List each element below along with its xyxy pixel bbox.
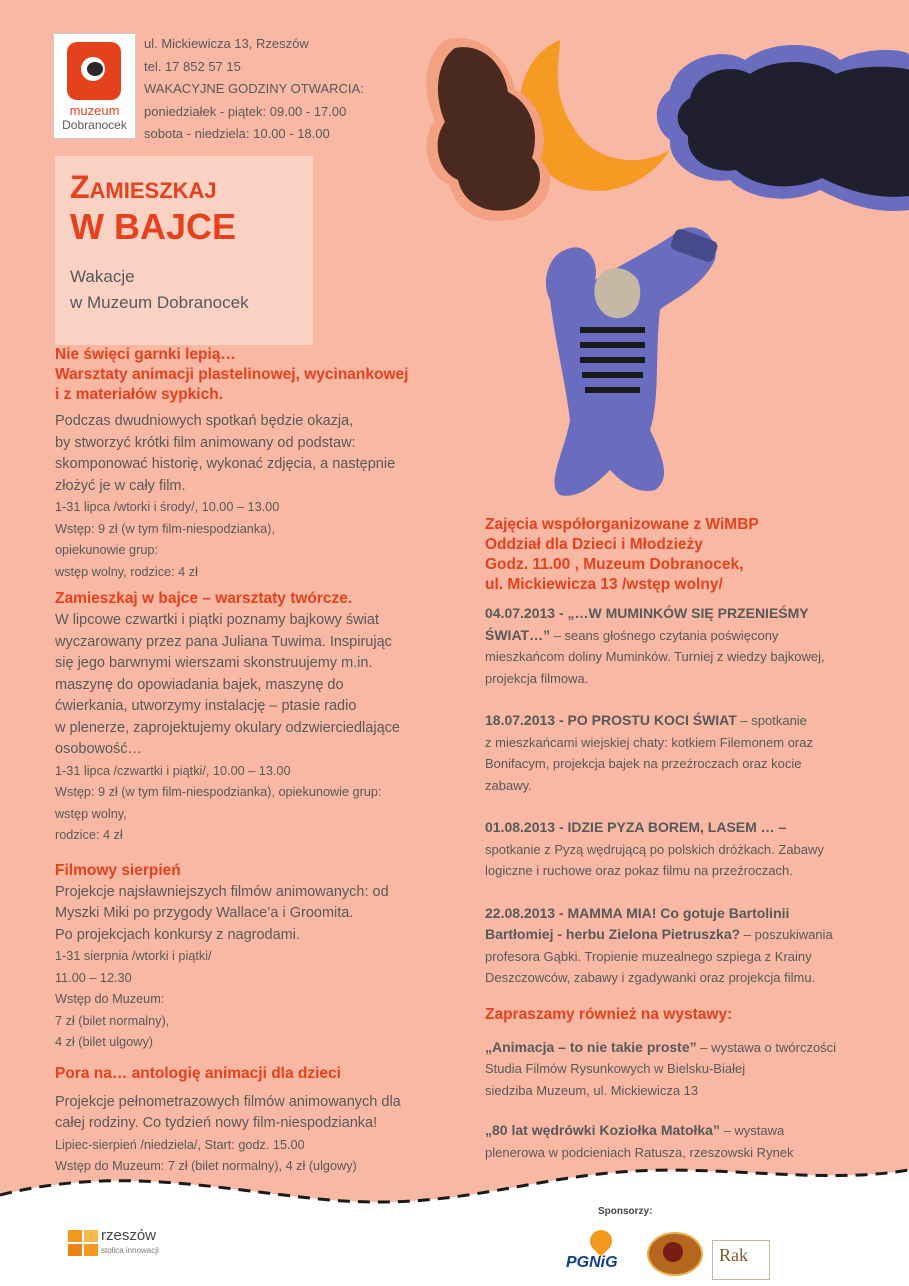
subtitle [70, 264, 249, 316]
detail-line: opiekunowie grup: [55, 543, 158, 557]
detail-line: wstęp wolny, [55, 806, 127, 821]
title-box [55, 156, 313, 345]
address: ul. Mickiewicza 13, Rzeszów [144, 36, 309, 51]
detail-line: Wstęp do Muzeum: [55, 992, 165, 1006]
tv-icon [67, 42, 121, 100]
illustration [400, 0, 909, 540]
section-1-text [55, 411, 455, 497]
title-line-1: Zamieszkaj [70, 169, 217, 205]
event-title: 22.08.2013 - MAMMA MIA! Co gotuje Bartolinii [485, 904, 790, 921]
text-line: ćwierkania, utworzymy instalację – ptasie radio [55, 698, 357, 714]
sponsor-emblem-icon [647, 1232, 703, 1276]
event-4 [485, 903, 885, 989]
detail-line: 1-31 lipca /czwartki i piątki/, 10.00 – 13.00 [55, 763, 291, 778]
section-2-heading: Zamieszkaj w bajce – warsztaty twórcze. [55, 590, 353, 607]
text-line: wyczarowany przez pana Juliana Tuwima. Inspirując [55, 633, 392, 650]
detail-line: 4 zł (bilet ulgowy) [55, 1035, 154, 1049]
section-3-text [55, 882, 455, 947]
detail-line: 1-31 sierpnia /wtorki i piątki/ [55, 949, 212, 963]
text-line: się jego barwnymi wierszami skonstruujemy m.in. [55, 655, 373, 671]
detail-line: Wstęp: 9 zł (w tym film-niespodzianka), opiekunowie grup: [55, 785, 382, 799]
heading-line: Nie święci garnki lepią… [55, 346, 236, 363]
subtitle-line-1: Wakacje [70, 267, 135, 286]
hours-weekdays: poniedziałek - piątek: 09.00 - 17.00 [144, 103, 347, 119]
text-line: W lipcowe czwartki i piątki poznamy bajkowy świat [55, 612, 379, 628]
detail-line: 11.00 – 12.30 [55, 970, 132, 985]
logo-text-2: Dobranocek [62, 118, 127, 132]
event-1 [485, 603, 885, 689]
text-line: by stworzyć krótki film animowany od podstaw: [55, 434, 356, 451]
contact-block [144, 33, 364, 146]
phone: tel. 17 852 57 15 [144, 58, 241, 74]
event-title: 04.07.2013 - „…W MUMINKÓW SIĘ PRZENIEŚMY [485, 605, 809, 621]
exhibition-text: – wystawa o twórczości [696, 1039, 837, 1055]
text-line: Myszki Miki po przygody Wallace’a i Groomita. [55, 905, 354, 921]
hours-title: WAKACYJNE GODZINY OTWARCIA: [144, 81, 364, 96]
dark-cloud-icon [657, 45, 909, 211]
text-line: skomponować historię, wykonać zdjęcia, a następnie [55, 456, 396, 472]
section-4-heading: Pora na… antologię animacji dla dzieci [55, 1064, 341, 1082]
event-text: Deszczowców, zabawy i zgadywanki oraz projekcja filmu. [485, 970, 816, 985]
heading-line: ul. Mickiewicza 13 /wstęp wolny/ [485, 576, 723, 593]
text-line: całej rodziny. Co tydzień nowy film-niespodzianka! [55, 1115, 378, 1131]
event-title: 01.08.2013 - IDZIE PYZA BOREM, LASEM … – [485, 819, 787, 835]
detail-line: rodzice: 4 zł [55, 828, 123, 842]
text-line: osobowość… [55, 741, 143, 757]
text-line: w plenerze, zaprojektujemy okulary odzwierciedlające [55, 719, 400, 736]
exhibition-1 [485, 1037, 885, 1102]
text-line: złożyć je w cały film. [55, 477, 186, 494]
heading-line: Warsztaty animacji plastelinowej, wycinankowej [55, 366, 409, 383]
child-with-telescope-illustration [546, 227, 719, 495]
rzeszow-logo-icon [68, 1230, 98, 1258]
detail-line: Lipiec-sierpień /niedziela/, Start: godz. 15.00 [55, 1137, 305, 1152]
exhibition-title: „Animacja – to nie takie proste” [485, 1038, 697, 1055]
exhibition-title: „80 lat wędrówki Koziołka Matołka” [485, 1122, 720, 1138]
museum-logo [53, 33, 136, 139]
heading-line: Zajęcia współorganizowane z WiMBP [485, 516, 759, 533]
detail-line: 1-31 lipca /wtorki i środy/, 10.00 – 13.00 [55, 500, 280, 514]
logo-text-1: muzeum [69, 103, 120, 118]
detail-line: Wstęp do Muzeum: 7 zł (bilet normalny), 4 zł (ulgowy) [55, 1159, 357, 1173]
event-text: – poszukiwania [740, 927, 833, 942]
event-text: zabawy. [485, 777, 532, 793]
text-line: Projekcje pełnometrazowych filmów animowanych dla [55, 1093, 401, 1110]
section-4-text [55, 1092, 455, 1135]
event-text: profesora Gąbki. Tropienie muzealnego szpiega z Krainy [485, 948, 812, 964]
exhibition-text: – wystawa [719, 1123, 785, 1138]
event-text: spotkanie z Pyzą wędrującą po polskich dróżkach. Zabawy [485, 841, 824, 857]
event-3 [485, 817, 885, 882]
section-3-heading: Filmowy sierpień [55, 861, 181, 879]
event-title: ŚWIAT…” [485, 626, 551, 643]
heading-line: i z materiałów sypkich. [55, 386, 223, 403]
rak-logo-text: Rak [719, 1245, 748, 1265]
section-1-heading [55, 345, 455, 405]
heading-line: Oddział dla Dzieci i Młodzieży [485, 536, 703, 553]
heading-line: Godz. 11.00 , Muzeum Dobranocek, [485, 556, 744, 573]
text-line: Po projekcjach konkursy z nagrodami. [55, 926, 301, 943]
text-line: maszynę do opowiadania bajek, maszynę do [55, 676, 344, 693]
event-title: 18.07.2013 - PO PROSTU KOCI ŚWIAT [485, 712, 737, 728]
exhibition-text: siedziba Muzeum, ul. Mickiewicza 13 [485, 1082, 699, 1098]
event-2 [485, 710, 885, 796]
rzeszow-logo-text: rzeszów [101, 1227, 157, 1244]
detail-line: 7 zł (bilet normalny), [55, 1013, 170, 1028]
footer-background [0, 1150, 909, 1286]
detail-line: wstęp wolny, rodzice: 4 zł [55, 564, 198, 579]
exhibition-text: Studia Filmów Rysunkowych w Bielsku-Białej [485, 1061, 746, 1076]
rzeszow-logo-subtext: stolica innowacji [101, 1246, 159, 1255]
section-2-text [55, 610, 455, 761]
subtitle-line-2: w Muzeum Dobranocek [70, 293, 249, 312]
right-heading [485, 515, 885, 595]
left-column [55, 345, 455, 1178]
hours-weekend: sobota - niedziela: 10.00 - 18.00 [144, 126, 330, 141]
event-text: Bonifacym, projekcja bajek na przeźroczach oraz kocie [485, 756, 802, 771]
event-text: – seans głośnego czytania poświęcony [550, 627, 779, 643]
rak-logo [712, 1240, 770, 1280]
section-2-details [55, 761, 455, 847]
detail-line: Wstęp: 9 zł (w tym film-niespodzianka), [55, 521, 275, 536]
event-text: projekcja filmowa. [485, 670, 589, 686]
event-text: – spotkanie [736, 713, 807, 728]
right-column [485, 515, 885, 1163]
exhibitions-heading: Zapraszamy również na wystawy: [485, 1005, 733, 1023]
event-text: mieszkańcom doliny Muminków. Turniej z wiedzy bajkowej, [485, 649, 825, 664]
text-line: Podczas dwudniowych spotkań będzie okazja, [55, 413, 354, 429]
text-line: Projekcje najsławniejszych filmów animowanych: od [55, 883, 389, 900]
event-title: Bartłomiej - herbu Zielona Pietruszka? [485, 926, 741, 942]
section-1-details [55, 497, 455, 583]
title-line-2: W BAJCE [70, 206, 237, 247]
event-text: logiczne i ruchowe oraz pokaz filmu na przeźroczach. [485, 863, 793, 878]
pgnig-logo: PGNiG [566, 1254, 618, 1271]
section-3-details [55, 946, 455, 1054]
exhibition-text: plenerowa w podcieniach Ratusza, rzeszowski Rynek [485, 1144, 794, 1160]
event-text: z mieszkańcami wiejskiej chaty: kotkiem Filemonem oraz [485, 734, 813, 750]
sponsors-label: Sponsorzy: [598, 1206, 653, 1217]
